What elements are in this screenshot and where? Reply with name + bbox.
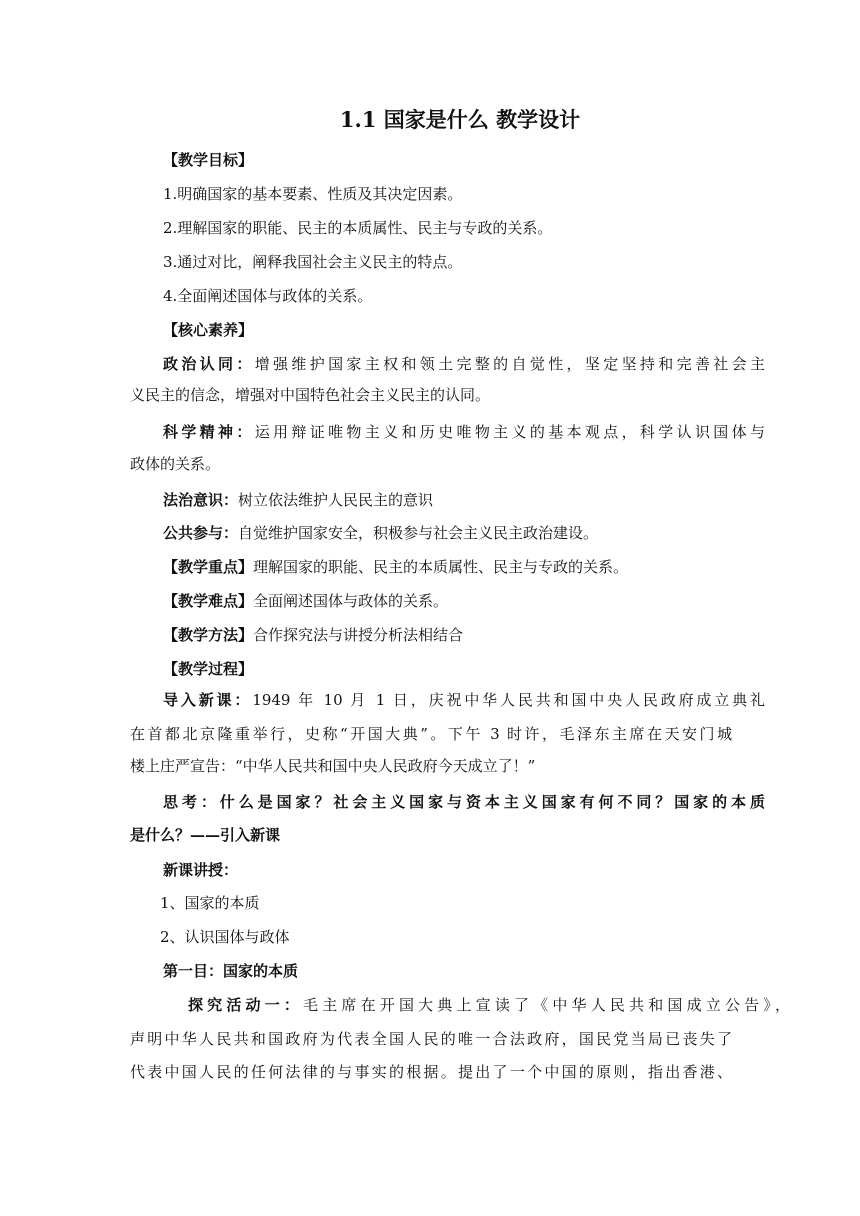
method-text: 合作探究法与讲授分析法相结合 — [253, 626, 464, 644]
intro-line-2: 在首都北京隆重举行，史称“开国大典”。下午 3 时许，毛泽东主席在天安门城 — [130, 725, 732, 743]
difficulty-text: 全面阐述国体与政体的关系。 — [253, 592, 449, 610]
key-point-label: 【教学重点】 — [163, 558, 254, 576]
public-participation-text: 自觉维护国家安全，积极参与社会主义民主政治建设。 — [238, 524, 599, 542]
legal-awareness-label: 法治意识： — [163, 491, 239, 509]
objectives-heading-text: 【教学目标】 — [163, 151, 254, 169]
topic-2: 2、认识国体与政体 — [160, 928, 290, 946]
literacy-heading-text: 【核心素养】 — [163, 321, 254, 339]
political-identity-line-2: 义民主的信念，增强对中国特色社会主义民主的认同。 — [130, 386, 491, 404]
literacy-heading — [130, 320, 765, 340]
section-1-heading-text: 第一目：国家的本质 — [163, 962, 299, 980]
think-text-2: 是什么？——引入新课 — [130, 826, 281, 844]
objectives-heading — [130, 150, 765, 170]
process-heading-text: 【教学过程】 — [163, 660, 254, 678]
political-identity-line-1 — [130, 354, 765, 374]
objective-item-1: 1.明确国家的基本要素、性质及其决定因素。 — [163, 185, 463, 203]
objective-item-3: 3.通过对比，阐释我国社会主义民主的特点。 — [163, 253, 463, 271]
scientific-spirit-line-1 — [130, 422, 765, 442]
scientific-spirit-text-1: 运用辩证唯物主义和历史唯物主义的基本观点，科学认识国体与 — [254, 423, 765, 441]
think-line-2 — [130, 825, 732, 845]
topic-1: 1、国家的本质 — [160, 894, 260, 912]
intro-line-1 — [130, 690, 765, 710]
intro-line-3: 楼上庄严宣告：“中华人民共和国中央人民政府今天成立了！” — [130, 757, 536, 775]
scientific-spirit-label: 科学精神： — [163, 423, 255, 441]
scientific-spirit-line-2: 政体的关系。 — [130, 455, 221, 473]
process-heading — [130, 659, 765, 679]
explore-line-2: 声明中华人民共和国政府为代表全国人民的唯一合法政府，国民党当局已丧失了 — [130, 1030, 732, 1048]
public-participation-line — [130, 523, 765, 543]
objective-item-2: 2.理解国家的职能、民主的本质属性、民主与专政的关系。 — [163, 219, 553, 237]
think-text-1: 思考：什么是国家？社会主义国家与资本主义国家有何不同？国家的本质 — [163, 793, 765, 811]
explore-line-3: 代表中国人民的任何法律的与事实的根据。提出了一个中国的原则，指出香港、 — [130, 1063, 732, 1081]
public-participation-label: 公共参与： — [163, 524, 239, 542]
method-line — [130, 625, 765, 645]
new-lesson-text: 新课讲授： — [163, 861, 239, 879]
legal-awareness-line — [130, 490, 765, 510]
intro-label: 导入新课： — [163, 691, 253, 709]
difficulty-line — [130, 591, 765, 611]
legal-awareness-text: 树立依法维护人民民主的意识 — [238, 491, 434, 509]
explore-line-1 — [130, 995, 790, 1015]
new-lesson-line — [130, 860, 765, 880]
political-identity-text-1: 增强维护国家主权和领土完整的自觉性，坚定坚持和完善社会主 — [254, 355, 765, 373]
political-identity-label: 政治认同： — [163, 355, 255, 373]
method-label: 【教学方法】 — [163, 626, 254, 644]
key-point-line — [130, 557, 765, 577]
explore-text-1: 毛主席在开国大典上宣读了《中华人民共和国成立公告》， — [303, 996, 790, 1014]
key-point-text: 理解国家的职能、民主的本质属性、民主与专政的关系。 — [253, 558, 629, 576]
difficulty-label: 【教学难点】 — [163, 592, 254, 610]
document-title: 1.1 国家是什么 教学设计 — [339, 107, 581, 132]
explore-label: 探究活动一： — [188, 996, 304, 1014]
think-line-1 — [130, 792, 765, 812]
intro-text-1: 1949 年 10 月 1 日，庆祝中华人民共和国中央人民政府成立典礼 — [252, 691, 765, 709]
section-1-heading — [130, 961, 765, 981]
objective-item-4: 4.全面阐述国体与政体的关系。 — [163, 287, 373, 305]
